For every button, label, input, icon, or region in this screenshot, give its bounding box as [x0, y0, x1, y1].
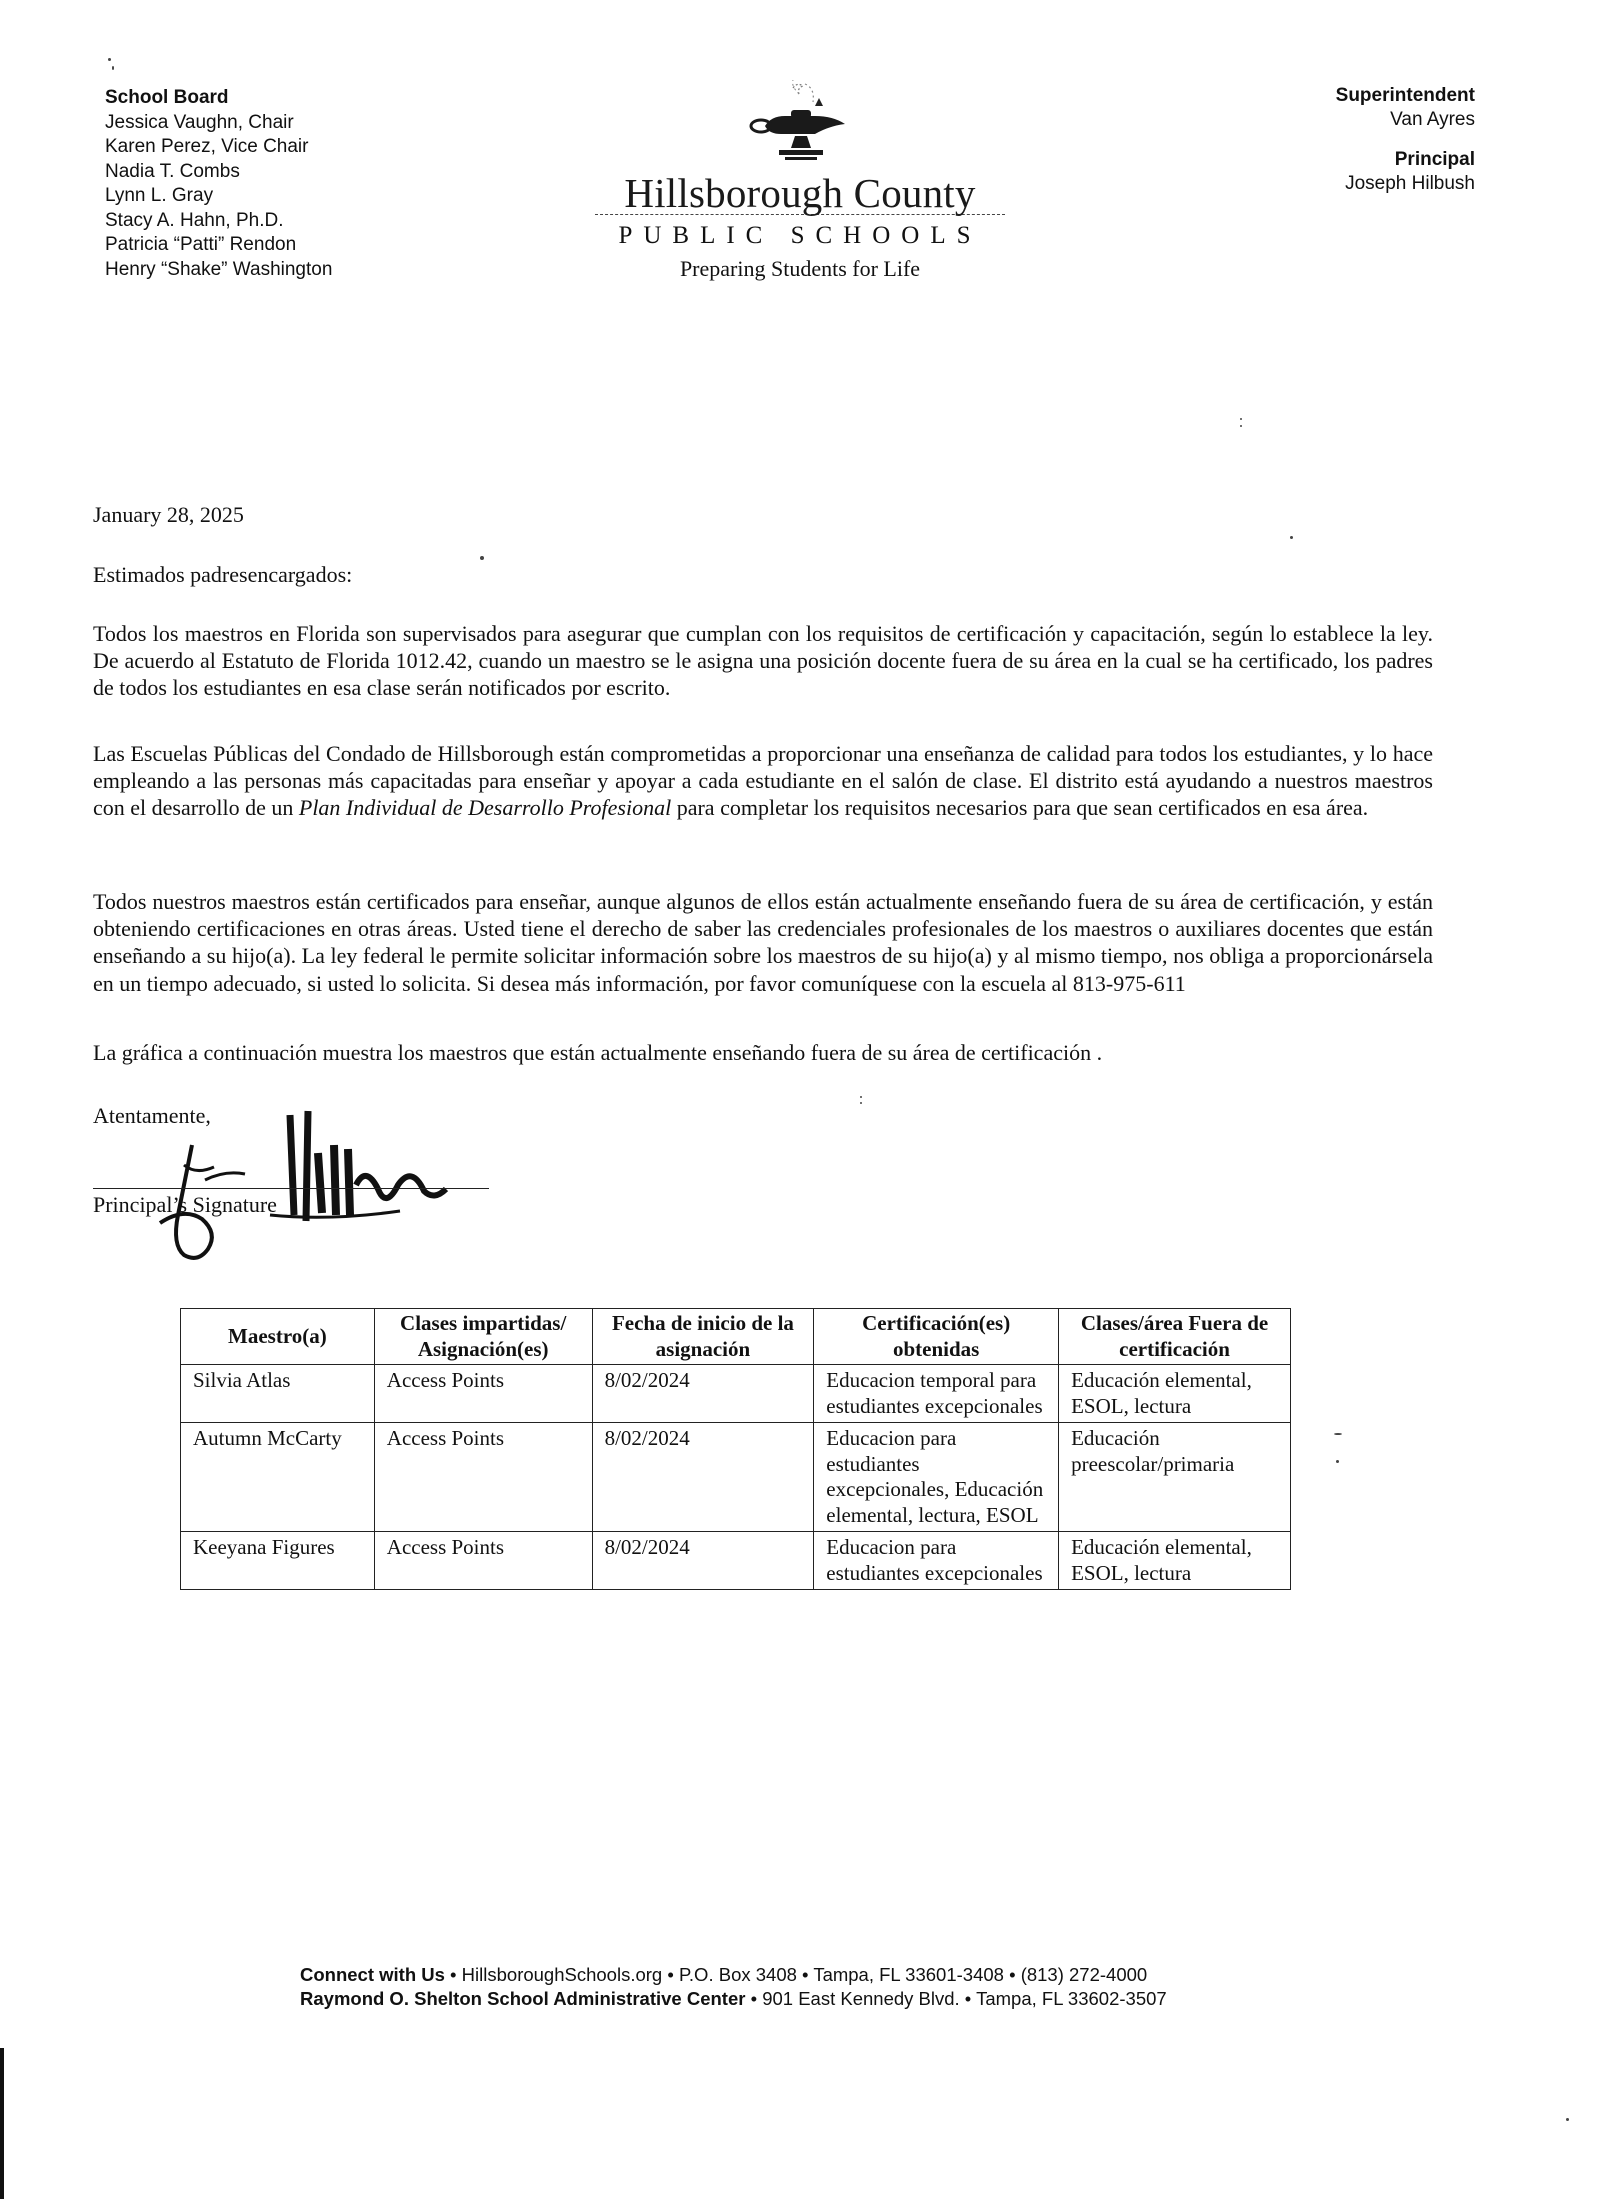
cell-teacher: Keeyana Figures — [181, 1532, 375, 1590]
scan-speck — [480, 556, 484, 560]
board-member: Henry “Shake” Washington — [105, 258, 333, 280]
scan-speck — [1240, 418, 1242, 420]
header-outside-area: Clases/área Fuera de certificación — [1059, 1309, 1291, 1365]
page-footer — [300, 1963, 1167, 2011]
cell-outside-area: Educación elemental, ESOL, lectura — [1059, 1532, 1291, 1590]
board-member: Lynn L. Gray — [105, 185, 214, 206]
paragraph-2-text: Las Escuelas Públicas del Condado de Hillsborough están comprometidas a proporcionar una enseñanza de calidad para todos los estudiantes, y lo hace empleando a las personas más capacitadas para enseñar y apoyar a cada estudiante en el salón de clase. El distrito está ayudando a nuestros maestros con el desarrollo de un — [93, 741, 1433, 821]
district-tagline: Preparing Students for Life — [679, 256, 921, 281]
paragraph-4: La gráfica a continuación muestra los maestros que están actualmente enseñando fuera de su área de certificación . — [93, 1040, 1103, 1065]
cell-outside-area: Educación elemental, ESOL, lectura — [1059, 1365, 1291, 1423]
scan-speck — [1240, 425, 1242, 427]
school-board-list — [105, 86, 332, 282]
principal-label: Principal — [1394, 149, 1475, 170]
plan-title: Plan Individual de Desarrollo Profesional — [298, 795, 672, 821]
out-of-field-teachers-table — [180, 1308, 1291, 1590]
signature-label: Principal’s Signature — [93, 1192, 277, 1217]
board-member: Karen Perez, Vice Chair — [105, 136, 309, 157]
cell-teacher: Autumn McCarty — [181, 1423, 375, 1532]
footer-line-1 — [300, 1963, 1167, 1987]
superintendent-name: Van Ayres — [1390, 109, 1475, 130]
table-row — [181, 1365, 1291, 1423]
cell-teacher: Silvia Atlas — [181, 1365, 375, 1423]
paragraph-2-text-end: para completar los requisitos necesarios para que sean certificados en esa área. — [671, 795, 1369, 821]
header-certifications: Certificación(es) obtenidas — [814, 1309, 1059, 1365]
district-name: Hillsborough County — [624, 170, 976, 216]
scan-speck — [1290, 536, 1293, 539]
contact-info: • HillsboroughSchools.org • P.O. Box 3408 • Tampa, FL 33601-3408 • (813) 272-4000 — [444, 1964, 1148, 1985]
district-subtitle: PUBLIC SCHOOLS — [618, 222, 982, 249]
connect-label: Connect with Us — [300, 1964, 445, 1985]
table-row — [181, 1423, 1291, 1532]
header-start-date: Fecha de inicio de la asignación — [592, 1309, 814, 1365]
cell-classes: Access Points — [374, 1532, 592, 1590]
paragraph-2 — [93, 740, 1433, 822]
scan-speck — [1566, 2118, 1569, 2121]
letter-closing: Atentamente, — [93, 1103, 211, 1128]
cell-outside-area: Educación preescolar/primaria — [1059, 1423, 1291, 1532]
letter-salutation: Estimados padresencargados: — [93, 562, 353, 587]
cell-classes: Access Points — [374, 1423, 592, 1532]
cell-certifications: Educacion para estudiantes excepcionales — [814, 1532, 1059, 1590]
officers-block — [1336, 84, 1475, 196]
paragraph-1: Todos los maestros en Florida son supervisados para asegurar que cumplan con los requisitos de certificación y capacitación, según lo establece la ley. De acuerdo al Estatuto de Florida 1012.42, cuando un maestro se le asigna una posición docente fuera de su área en la cual se ha certificado, los padres de todos los estudiantes en esa clase serán notificados por escrito. — [93, 621, 1433, 701]
scan-speck — [108, 58, 111, 61]
cell-start-date: 8/02/2024 — [592, 1532, 814, 1590]
cell-certifications: Educacion para estudiantes excepcionales, Educación elemental, lectura, ESOL — [814, 1423, 1059, 1532]
board-member: Patricia “Patti” Rendon — [105, 234, 297, 255]
table-header-row — [181, 1309, 1291, 1365]
board-member: Jessica Vaughn, Chair — [105, 111, 294, 133]
scan-speck — [860, 1102, 862, 1104]
header-classes: Clases impartidas/ Asignación(es) — [374, 1309, 592, 1365]
admin-center-name: Raymond O. Shelton School Administrative Center — [300, 1988, 746, 2009]
letter-date: January 28, 2025 — [93, 502, 244, 527]
principal-name: Joseph Hilbush — [1345, 173, 1475, 194]
scan-edge-bar — [0, 2048, 4, 2199]
scan-speck — [860, 1096, 862, 1098]
table-row — [181, 1532, 1291, 1590]
scan-speck — [112, 66, 114, 70]
cell-certifications: Educacion temporal para estudiantes excepcionales — [814, 1365, 1059, 1423]
admin-center-address: • 901 East Kennedy Blvd. • Tampa, FL 33602-3507 — [745, 1988, 1167, 2009]
school-board-title: School Board — [105, 87, 229, 108]
board-member: Stacy A. Hahn, Ph.D. — [105, 209, 284, 231]
lamp-of-learning-icon — [735, 80, 865, 170]
signature-line — [93, 1188, 489, 1189]
principal-signature — [150, 1105, 510, 1275]
cell-classes: Access Points — [374, 1365, 592, 1423]
cell-start-date: 8/02/2024 — [592, 1423, 814, 1532]
header-teacher: Maestro(a) — [181, 1309, 375, 1365]
cell-start-date: 8/02/2024 — [592, 1365, 814, 1423]
scan-speck — [1336, 1460, 1339, 1463]
scan-speck — [1334, 1433, 1342, 1435]
board-member: Nadia T. Combs — [105, 160, 240, 182]
paragraph-3: Todos nuestros maestros están certificados para enseñar, aunque algunos de ellos están actualmente enseñando fuera de su área de certificación, y están obteniendo certificaciones en otras áreas. Usted tiene el derecho de saber las credenciales profesionales de los maestros o auxiliares docentes que están enseñando a su hijo(a). La ley federal le permite solicitar información sobre los maestros de su hijo(a) y al mismo tiempo, nos obliga a proporcionársela en un tiempo adecuado, si usted lo solicita. Si desea más información, por favor comuníquese con la escuela al 813-975-611 — [93, 889, 1433, 996]
district-logo — [560, 80, 1040, 282]
footer-line-2 — [300, 1987, 1167, 2011]
superintendent-label: Superintendent — [1335, 85, 1475, 106]
